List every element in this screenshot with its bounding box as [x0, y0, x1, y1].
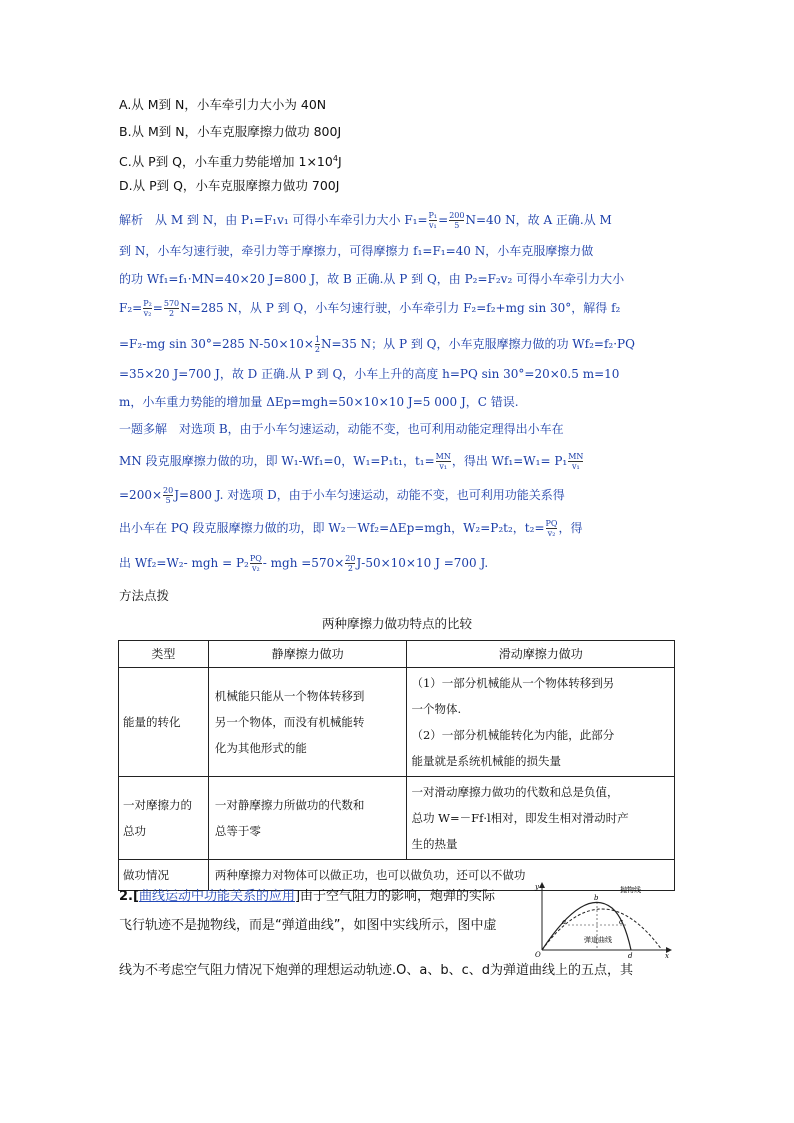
question-2-line-1 [119, 885, 495, 904]
solution-text: N=35 N；从 P 到 Q，小车克服摩擦力做的功 Wf₂=f₂·PQ [321, 337, 635, 351]
denominator: 2 [168, 309, 175, 318]
solution-line-2: 到 N，小车匀速行驶，牵引力等于摩擦力，可得摩擦力 f₁=F₁=40 N，小车克服摩擦力做 [119, 244, 594, 258]
ballistic-label: 弹道曲线 [584, 936, 612, 944]
x-label: x [665, 952, 669, 958]
static-cell [208, 777, 407, 860]
denominator: v₁ [571, 462, 580, 471]
solution-text: MN 段克服摩擦力做的功，即 W₁-Wf₁=0，W₁=P₁t₁，t₁= [119, 454, 435, 468]
solution-text: 出 Wf₂=W₂- mgh = P₂ [119, 556, 249, 570]
denominator: v₁ [428, 221, 437, 230]
point-a-label: a [562, 918, 567, 926]
merged-cell: 两种摩擦力对物体可以做正功，也可以做负功，还可以不做功 [208, 860, 674, 891]
table-row [119, 668, 675, 777]
option-d: D.从 P到 Q，小车克服摩擦力做功 700J [119, 178, 340, 193]
row-type: 做功情况 [119, 860, 209, 891]
cell-line: 化为其他形式的能 [214, 741, 307, 755]
trajectory-figure [534, 880, 674, 958]
cell-line: 机械能只能从一个物体转移到 [214, 689, 365, 703]
solution-line-11 [119, 519, 582, 538]
cell-line: 生的热量 [411, 837, 458, 851]
solution-line-5 [119, 335, 635, 354]
option-c-unit: J [337, 154, 342, 170]
fraction [143, 299, 152, 318]
numerator: 570 [163, 299, 180, 308]
solution-line-9 [119, 452, 584, 471]
option-c [119, 151, 342, 170]
cell-line: 总功 W=－Ff·l相对，即发生相对滑动时产 [411, 811, 629, 825]
question-topic-link[interactable]: 曲线运动中功能关系的应用 [138, 889, 295, 904]
fraction [429, 211, 438, 230]
option-c-exponent: 4 [332, 154, 338, 163]
denominator: 2 [347, 564, 353, 573]
static-cell [208, 668, 407, 777]
header-static: 静摩擦力做功 [208, 641, 407, 668]
row-type [119, 777, 209, 860]
question-number: 2.[ [119, 889, 139, 904]
solution-line-4 [119, 299, 620, 318]
numerator: PQ [249, 554, 262, 563]
cell-line: （1）一部分机械能从一个物体转移到另 [411, 676, 615, 690]
y-label: y [535, 883, 539, 891]
comparison-table [118, 640, 675, 891]
numerator: 1 [314, 335, 320, 344]
cell-line: 一对摩擦力的 [123, 798, 192, 812]
numerator: 20 [345, 554, 356, 563]
row-type: 能量的转化 [119, 668, 209, 777]
fraction [250, 554, 262, 573]
origin-label: O [535, 951, 541, 958]
numerator: P₂ [143, 299, 152, 308]
solution-text: = [152, 301, 163, 315]
solution-text: =200× [119, 488, 163, 502]
denominator: v₂ [143, 309, 152, 318]
fraction [315, 335, 320, 354]
table-header-row [119, 641, 675, 668]
table-title: 两种摩擦力做功特点的比较 [321, 616, 472, 631]
solution-line-6: =35×20 J=700 J，故 D 正确.从 P 到 Q，小车上升的高度 h=PQ sin 30°=20×0.5 m=10 [119, 367, 620, 381]
fraction [546, 519, 558, 538]
denominator: 5 [165, 496, 171, 505]
solution-text: N=285 N，从 P 到 Q，小车匀速行驶，小车牵引力 F₂=f₂+mg sin 30°，解得 f₂ [180, 301, 621, 315]
cell-line: 能量就是系统机械能的损失量 [411, 754, 561, 768]
cell-line: 一对滑动摩擦力做功的代数和总是负值， [411, 785, 619, 799]
denominator: v₁ [439, 462, 448, 471]
fraction [568, 452, 583, 471]
cell-line: 另一个物体，而没有机械能转 [214, 715, 365, 729]
solution-line-10 [119, 486, 565, 505]
method-heading: 方法点拨 [119, 588, 170, 603]
cell-line: 总功 [123, 824, 146, 838]
numerator: 200 [449, 211, 465, 220]
sliding-cell [407, 668, 675, 777]
fraction [163, 486, 173, 505]
option-b: B.从 M到 N，小车克服摩擦力做功 800J [119, 124, 342, 139]
header-sliding: 滑动摩擦力做功 [407, 641, 675, 668]
numerator: P₁ [428, 211, 438, 220]
solution-text: J=800 J. 对选项 D，由于小车匀速运动，动能不变，也可利用功能关系得 [174, 488, 565, 502]
header-type: 类型 [119, 641, 209, 668]
option-c-text: C.从 P到 Q，小车重力势能增加 1×10 [119, 154, 333, 170]
solution-line-7: m，小车重力势能的增加量 ΔEp=mgh=50×10×10 J=5 000 J，C 错误. [119, 395, 519, 409]
question-2-line-2: 飞行轨迹不是抛物线，而是“弹道曲线”，如图中实线所示，图中虚 [119, 918, 497, 933]
point-d-label: d [628, 952, 633, 958]
solution-text: =F₂-mg sin 30°=285 N-50×10× [119, 337, 314, 351]
sliding-cell [407, 777, 675, 860]
solution-text: 出小车在 PQ 段克服摩擦力做的功，即 W₂－Wf₂=ΔEp=mgh，W₂=P₂t₂，t₂= [119, 521, 545, 535]
point-c-label: c [619, 918, 623, 926]
solution-text: 解析 从 M 到 N，由 P₁=F₁v₁ 可得小车牵引力大小 F₁= [119, 213, 428, 227]
question-text: 由于空气阻力的影响，炮弹的实际 [300, 889, 496, 904]
solution-line-12 [119, 554, 488, 573]
solution-text: F₂= [119, 301, 143, 315]
denominator: 5 [454, 221, 460, 230]
denominator: v₂ [547, 529, 556, 538]
numerator: MN [435, 452, 451, 461]
numerator: PQ [545, 519, 558, 528]
solution-text: N=40 N，故 A 正确.从 M [465, 213, 612, 227]
solution-text: ，得出 Wf₁=W₁= P₁ [451, 454, 568, 468]
cell-line: 一对静摩擦力所做功的代数和 [214, 798, 365, 812]
solution-line-3: 的功 Wf₁=f₁·MN=40×20 J=800 J，故 B 正确.从 P 到 Q，由 P₂=F₂v₂ 可得小车牵引力大小 [119, 272, 625, 286]
cell-line: 一个物体. [411, 702, 462, 716]
solution-text: = [438, 213, 449, 227]
solution-line-1 [119, 211, 612, 230]
fraction [164, 299, 179, 318]
solution-line-8: 一题多解 对选项 B，由于小车匀速运动，动能不变，也可利用动能定理得出小车在 [119, 422, 564, 436]
numerator: 20 [163, 486, 174, 495]
fraction [345, 554, 355, 573]
solution-text: J-50×10×10 J =700 J. [356, 556, 489, 570]
solution-text: ，得 [558, 521, 583, 535]
bracket: ] [294, 889, 301, 904]
option-a: A.从 M到 N，小车牵引力大小为 40N [119, 97, 327, 112]
solution-text: - mgh =570× [262, 556, 345, 570]
denominator: 2 [314, 345, 320, 354]
fraction [449, 211, 464, 230]
fraction [436, 452, 451, 471]
cell-line: （2）一部分机械能转化为内能，此部分 [411, 728, 615, 742]
parabola-label: 抛物线 [620, 886, 641, 894]
cell-line: 总等于零 [214, 824, 261, 838]
point-b-label: b [594, 894, 599, 902]
table-row [119, 777, 675, 860]
numerator: MN [568, 452, 584, 461]
denominator: v₂ [251, 564, 260, 573]
y-axis-arrow [539, 882, 545, 888]
question-2-line-3: 线为不考虑空气阻力情况下炮弹的理想运动轨迹.O、a、b、c、d为弹道曲线上的五点，其 [119, 963, 633, 978]
